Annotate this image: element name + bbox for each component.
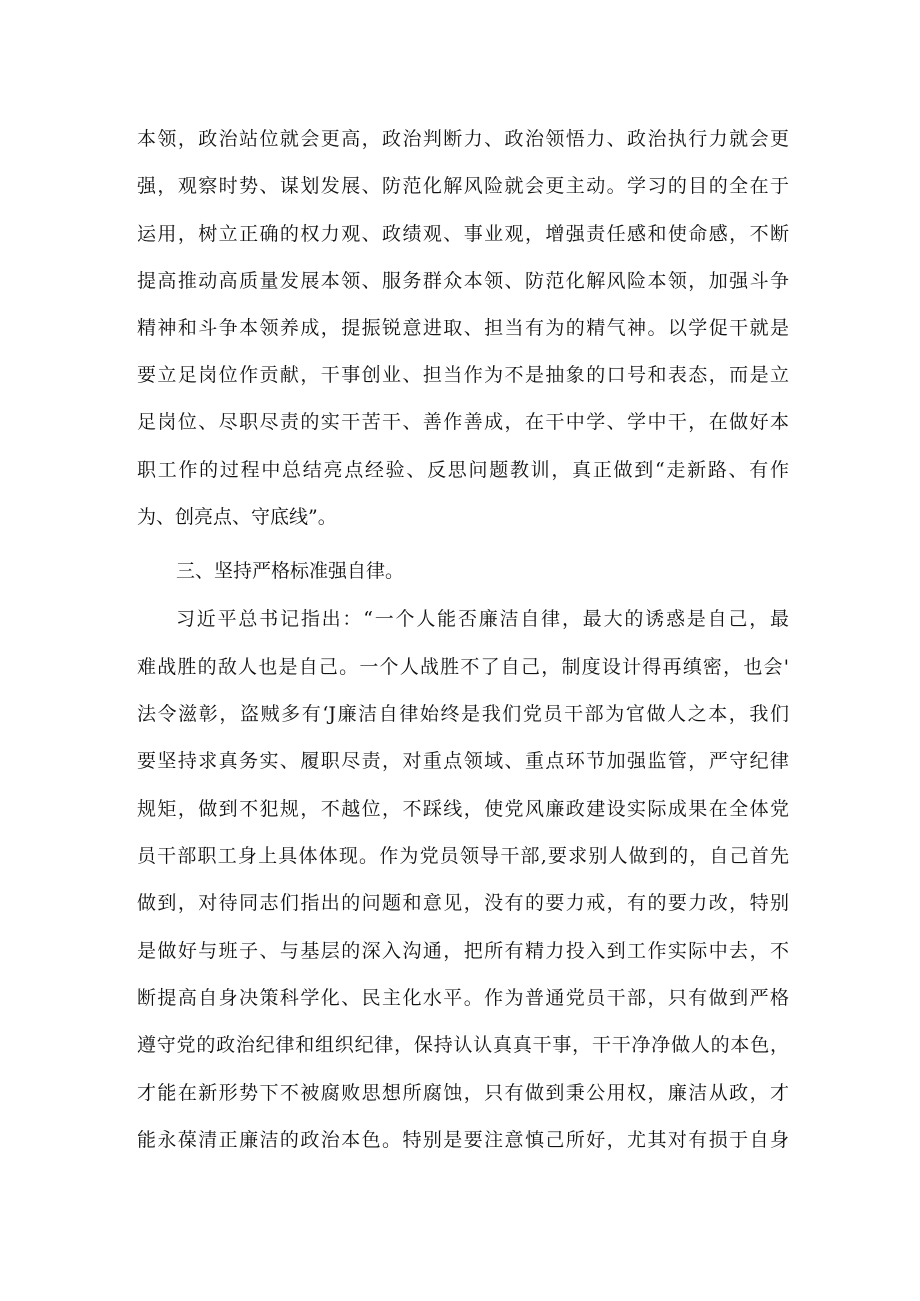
paragraph-line: 为、创亮点、守底线”。 [137,506,337,528]
paragraph-line: 难战胜的敌人也是自己。一个人战胜不了自己，制度设计得再缜密，也会' [137,656,789,678]
paragraph-line: 是做好与班子、与基层的深入沟通，把所有精力投入到工作实际中去，不 [137,940,789,962]
paragraph-line: 员干部职工身上具体体现。作为党员领导干部,要求别人做到的，自己首先 [137,845,789,867]
paragraph-line: 能永葆清正廉洁的政治本色。特别是要注意慎己所好，尤其对有损于自身 [137,1129,789,1151]
paragraph-line: 提高推动高质量发展本领、服务群众本领、防范化解风险本领，加强斗争 [137,270,789,292]
paragraph-line: 职工作的过程中总结亮点经验、反思问题教训，真正做到“走新路、有作 [137,459,789,481]
paragraph-line: 法令滋彰，盗贼多有‘J廉洁自律始终是我们党员干部为官做人之本，我们 [137,703,789,725]
section-heading: 三、坚持严格标准强自律。 [176,560,405,582]
paragraph-line: 做到，对待同志们指出的问题和意见，没有的要力戒，有的要力改，特别 [137,892,789,914]
paragraph-line: 精神和斗争本领养成，提振锐意进取、担当有为的精气神。以学促干就是 [137,317,789,339]
paragraph-line: 足岗位、尽职尽责的实干苦干、善作善成，在干中学、学中干，在做好本 [137,411,789,433]
paragraph-line: 本领，政治站位就会更高，政治判断力、政治领悟力、政治执行力就会更 [137,128,789,150]
paragraph-line: 遵守党的政治纪律和组织纪律，保持认认真真干事，干干净净做人的本色， [137,1034,789,1056]
paragraph-line: 强，观察时势、谋划发展、防范化解风险就会更主动。学习的目的全在于 [137,175,789,197]
paragraph-line: 要立足岗位作贡献，干事创业、担当作为不是抽象的口号和表态，而是立 [137,364,789,386]
paragraph-line: 才能在新形势下不被腐败思想所腐蚀，只有做到秉公用权，廉洁从政，才 [137,1082,789,1104]
paragraph-line: 习近平总书记指出：“一个人能否廉洁自律，最大的诱惑是自己，最 [176,608,789,630]
paragraph-line: 规矩，做到不犯规，不越位，不踩线，使党风廉政建设实际成果在全体党 [137,798,789,820]
paragraph-line: 要坚持求真务实、履职尽责，对重点领域、重点环节加强监管，严守纪律 [137,750,789,772]
paragraph-line: 运用，树立正确的权力观、政绩观、事业观，增强责任感和使命感，不断 [137,223,789,245]
paragraph-line: 断提高自身决策科学化、民主化水平。作为普通党员干部，只有做到严格 [137,987,789,1009]
